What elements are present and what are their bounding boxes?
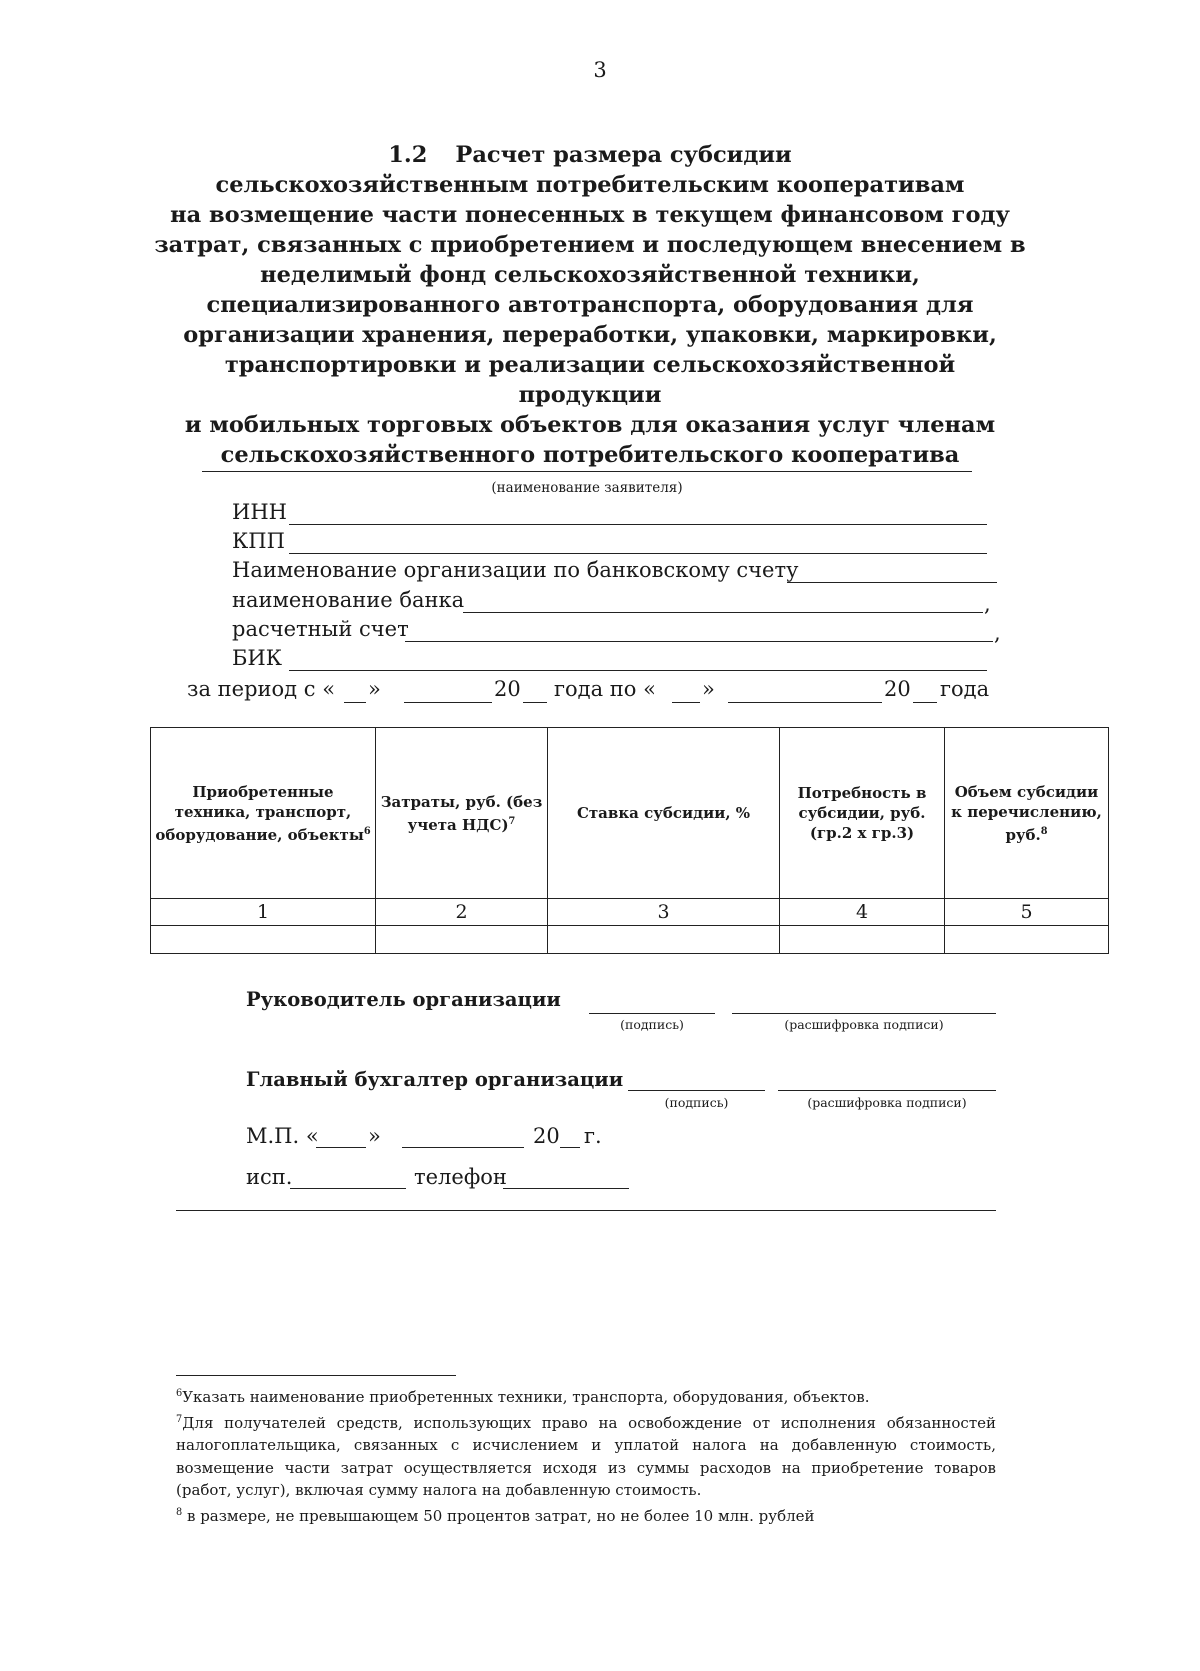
title-line-4: затрат, связанных с приобретением и последующем внесением в (154, 232, 1026, 258)
period-from-quote: » (368, 677, 381, 701)
table-cell[interactable] (780, 926, 945, 954)
subsidy-table (150, 727, 1109, 954)
table-row (151, 926, 1109, 954)
header-subsidy-amount: Объем субсидии к перечислению, руб.$^8$ (945, 728, 1109, 899)
footnote-8: $^8$ в размере, не превышающем 50 процентов затрат, но не более 10 млн. рублей (176, 1506, 815, 1525)
head-decode-caption: (расшифровка подписи) (784, 1017, 944, 1032)
accountant-signature-caption: (подпись) (664, 1095, 729, 1110)
phone-line[interactable] (503, 1188, 629, 1189)
period-to-day-line[interactable] (672, 702, 700, 703)
form-end-line (176, 1210, 996, 1211)
page-number: 3 (593, 58, 607, 82)
document-title (150, 140, 1030, 470)
column-number: 1 (151, 899, 376, 926)
period-to-year-prefix: 20 (884, 677, 911, 701)
executor-label: исп. (246, 1165, 293, 1189)
period-mid-text: года по « (554, 677, 656, 701)
title-line-5: неделимый фонд сельскохозяйственной техники, (260, 262, 920, 288)
title-line-8: транспортировки и реализации сельскохозяйственной продукции (224, 352, 956, 408)
org-name-label: Наименование организации по банковскому счету (232, 558, 799, 582)
account-comma: , (994, 621, 1001, 645)
title-line-7: организации хранения, переработки, упаковки, маркировки, (183, 322, 997, 348)
title-line-9: и мобильных торговых объектов для оказания услуг членам (184, 412, 996, 438)
title-line-6: специализированного автотранспорта, оборудования для (206, 292, 974, 318)
period-from-prefix: за период с « (187, 677, 336, 701)
inn-label: ИНН (232, 500, 287, 524)
applicant-name-line[interactable] (202, 471, 972, 472)
inn-input-line[interactable] (289, 524, 987, 525)
period-from-day-line[interactable] (344, 702, 366, 703)
header-subsidy-need: Потребность в субсидии, руб. (гр.2 х гр.3) (780, 728, 945, 899)
footnote-7: $^7$Для получателей средств, использующих право на освобождение от исполнения обязанностей налогоплательщика, связанных с исчислением и уплатой налога на добавленную стоимость, возмещение части затрат осуществляется исходя из суммы расходов на приобретение товаров (работ, услуг), включая сумму налога на добавленную стоимость. (176, 1413, 996, 1499)
footnote-separator (176, 1375, 456, 1376)
header-acquired-equipment: Приобретенные техника, транспорт, оборудование, объекты$^6$ (151, 728, 376, 899)
stamp-year-prefix: 20 (533, 1124, 560, 1148)
accountant-decode-line[interactable] (778, 1090, 996, 1091)
bik-input-line[interactable] (289, 670, 987, 671)
bank-name-input-line[interactable] (463, 612, 983, 613)
stamp-day-line[interactable] (316, 1147, 366, 1148)
column-number: 4 (780, 899, 945, 926)
period-from-year-prefix: 20 (494, 677, 521, 701)
bank-name-label: наименование банка (232, 588, 465, 612)
title-line-1: Расчет размера субсидии (455, 142, 792, 168)
period-to-year-line[interactable] (913, 702, 937, 703)
column-number: 2 (376, 899, 548, 926)
head-signature-line[interactable] (589, 1013, 715, 1014)
bik-label: БИК (232, 646, 282, 670)
header-subsidy-rate: Ставка субсидии, % (548, 728, 780, 899)
title-line-3: на возмещение части понесенных в текущем финансовом году (170, 202, 1010, 228)
head-signature-caption: (подпись) (620, 1017, 684, 1032)
applicant-caption: (наименование заявителя) (491, 480, 683, 496)
footnotes (176, 1383, 996, 1527)
title-line-10: сельскохозяйственного потребительского кооператива (220, 442, 960, 468)
period-from-month-line[interactable] (404, 702, 492, 703)
stamp-month-line[interactable] (402, 1147, 524, 1148)
table-cell[interactable] (376, 926, 548, 954)
stamp-year-suffix: г. (584, 1124, 602, 1148)
head-label: Руководитель организации (246, 988, 561, 1011)
period-from-year-line[interactable] (523, 702, 547, 703)
accountant-decode-caption: (расшифровка подписи) (807, 1095, 967, 1110)
account-label: расчетный счет (232, 617, 409, 641)
accountant-signature-line[interactable] (628, 1090, 765, 1091)
head-decode-line[interactable] (732, 1013, 996, 1014)
stamp-prefix: М.П. « (246, 1124, 319, 1148)
table-cell[interactable] (945, 926, 1109, 954)
stamp-quote: » (368, 1124, 381, 1148)
table-cell[interactable] (151, 926, 376, 954)
stamp-year-line[interactable] (560, 1147, 580, 1148)
column-number-row (151, 899, 1109, 926)
title-line-2: сельскохозяйственным потребительским кооперативам (215, 172, 965, 198)
column-number: 3 (548, 899, 780, 926)
kpp-label: КПП (232, 529, 285, 553)
period-to-quote: » (702, 677, 715, 701)
header-costs: Затраты, руб. (без учета НДС)$^7$ (376, 728, 548, 899)
phone-label: телефон (414, 1165, 507, 1189)
executor-line[interactable] (290, 1188, 406, 1189)
accountant-label: Главный бухгалтер организации (246, 1068, 624, 1091)
period-suffix: года (940, 677, 990, 701)
account-input-line[interactable] (405, 641, 993, 642)
period-to-month-line[interactable] (728, 702, 882, 703)
bank-name-comma: , (984, 592, 991, 616)
kpp-input-line[interactable] (289, 553, 987, 554)
footnote-6: $^6$Указать наименование приобретенных техники, транспорта, оборудования, объектов. (176, 1388, 870, 1406)
column-number: 5 (945, 899, 1109, 926)
section-number: 1.2 (388, 142, 428, 168)
table-cell[interactable] (548, 926, 780, 954)
table-header-row (151, 728, 1109, 899)
org-name-input-line[interactable] (787, 582, 997, 583)
